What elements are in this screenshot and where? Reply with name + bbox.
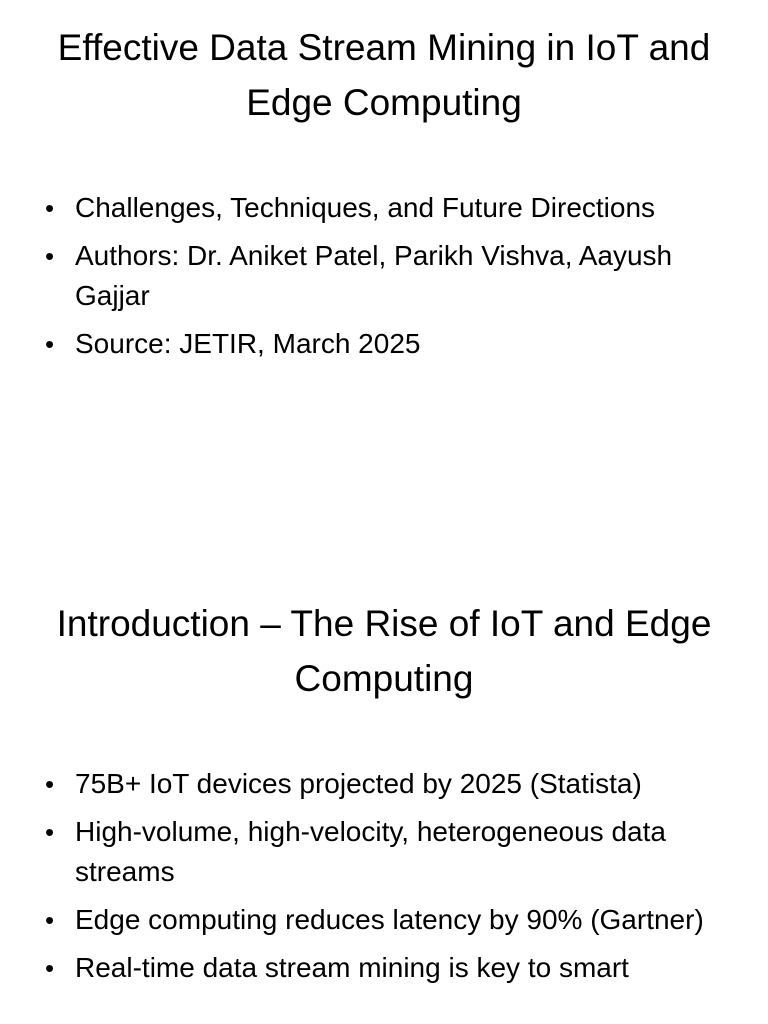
bullet-list bbox=[40, 764, 730, 996]
bullet-text: Edge computing reduces latency by 90% (Gartner) bbox=[75, 904, 704, 935]
bullet-text: Challenges, Techniques, and Future Directions bbox=[75, 192, 656, 223]
bullet-list bbox=[40, 188, 730, 372]
bullet-icon: • bbox=[45, 769, 55, 799]
bullet-icon: • bbox=[45, 817, 55, 847]
bullet-item bbox=[40, 900, 730, 940]
bullet-item bbox=[40, 764, 730, 804]
bullet-icon: • bbox=[45, 329, 55, 359]
slide-title: Effective Data Stream Mining in IoT and Edge Computing bbox=[57, 27, 711, 123]
bullet-text: Source: JETIR, March 2025 bbox=[75, 328, 421, 359]
bullet-text: High-volume, high-velocity, heterogeneous data streams bbox=[75, 816, 666, 887]
bullet-icon: • bbox=[45, 905, 55, 935]
bullet-text: 75B+ IoT devices projected by 2025 (Statista) bbox=[75, 768, 642, 799]
bullet-item bbox=[40, 188, 730, 228]
bullet-text: Authors: Dr. Aniket Patel, Parikh Vishva, Aayush Gajjar bbox=[75, 240, 673, 311]
slide-2 bbox=[0, 576, 768, 1024]
bullet-icon: • bbox=[45, 193, 55, 223]
bullet-item bbox=[40, 324, 730, 364]
bullet-icon: • bbox=[45, 241, 55, 271]
bullet-icon: • bbox=[45, 953, 55, 983]
bullet-item bbox=[40, 812, 730, 892]
bullet-text: Real-time data stream mining is key to smart bbox=[75, 952, 629, 983]
slide-title: Introduction – The Rise of IoT and Edge Computing bbox=[56, 603, 712, 699]
bullet-item bbox=[40, 948, 730, 988]
bullet-item bbox=[40, 236, 730, 316]
